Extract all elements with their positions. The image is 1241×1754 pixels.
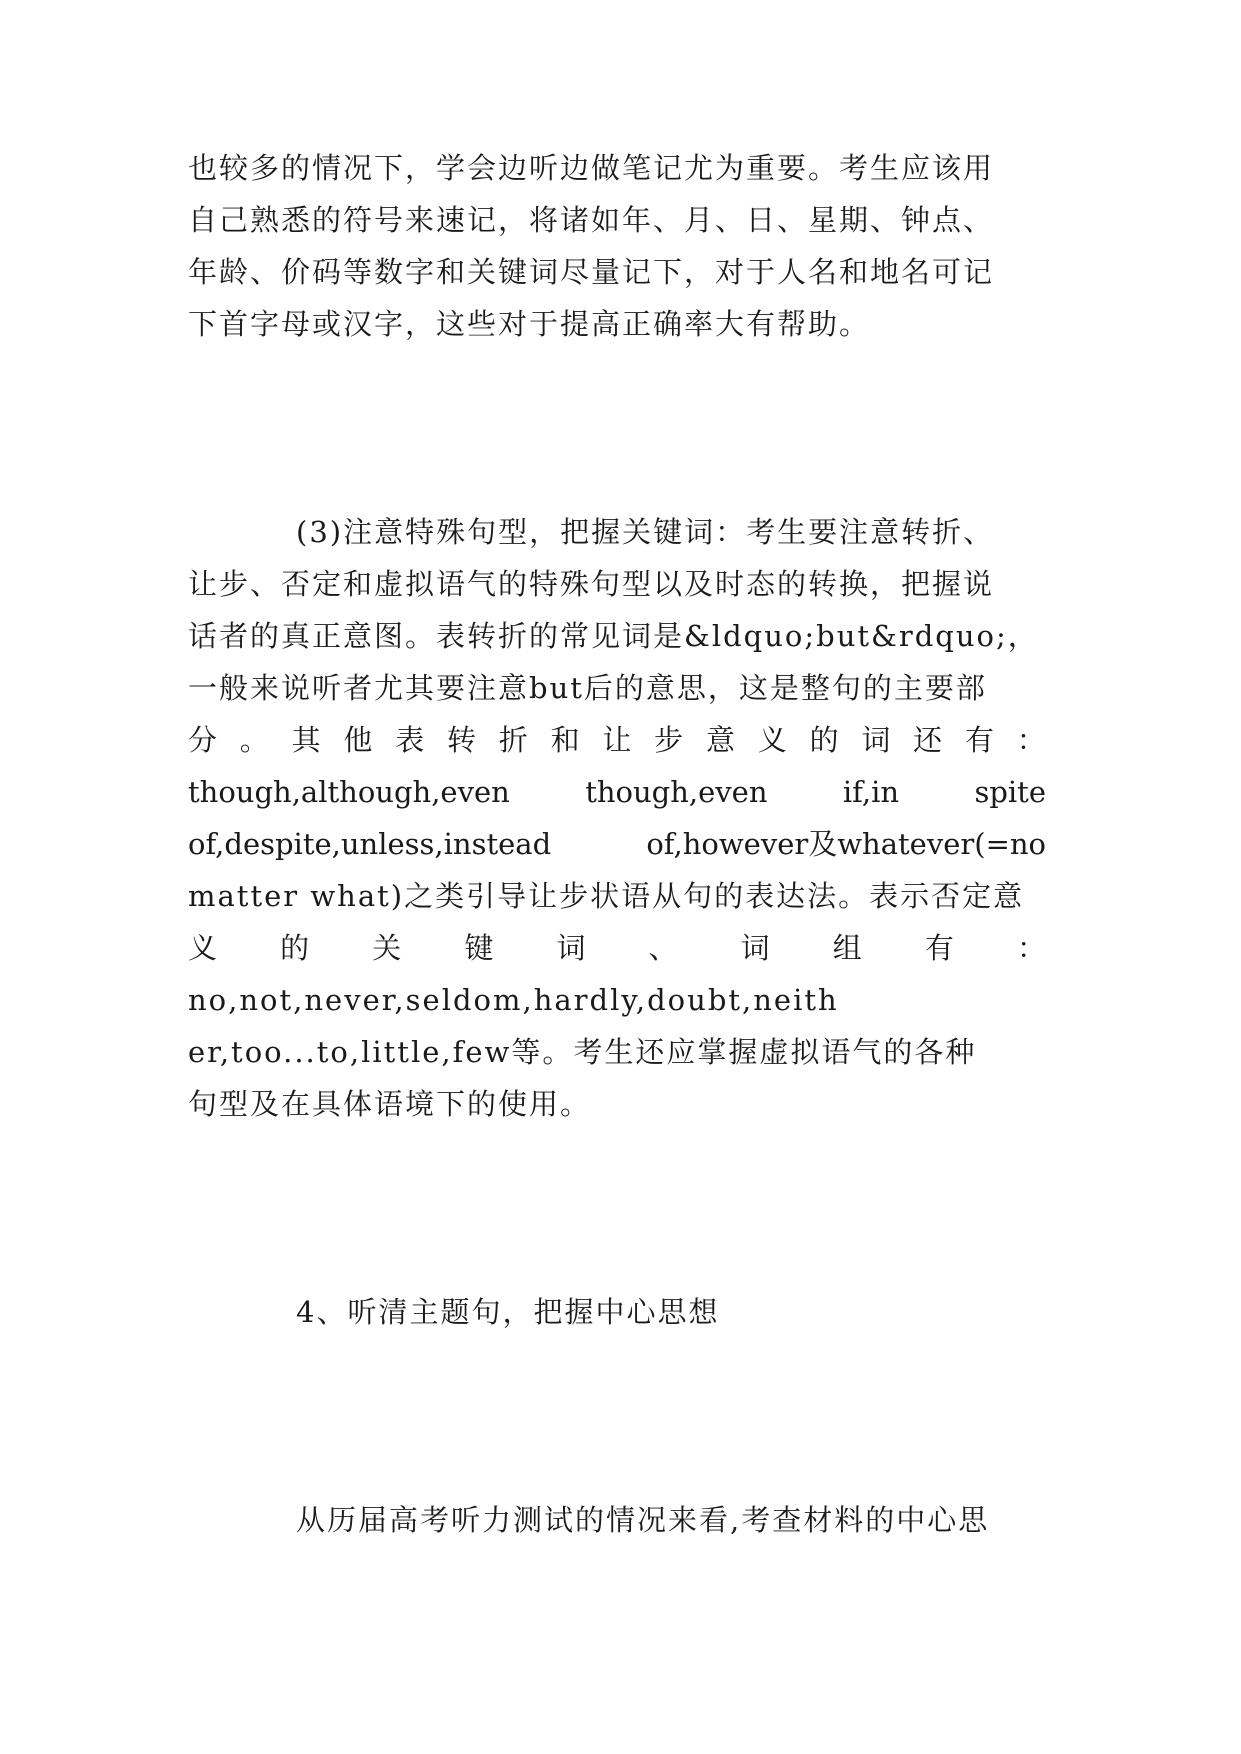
- justified-char: 有: [924, 931, 954, 965]
- p2-line-7: [188, 824, 1046, 864]
- justified-char: 和: [550, 723, 580, 757]
- justified-char: 表: [395, 723, 425, 757]
- justified-char: 词: [861, 723, 891, 757]
- justified-char: 折: [498, 723, 528, 757]
- p2-line-9: [188, 928, 1046, 968]
- p3-line-1: 从历届高考听力测试的情况来看,考查材料的中心思: [296, 1503, 990, 1537]
- justified-char: 词: [556, 931, 586, 965]
- justified-char: 还: [913, 723, 943, 757]
- justified-word: of,despite,unless,instead: [188, 827, 552, 861]
- justified-word: spite: [974, 775, 1046, 809]
- justified-char: 有: [964, 723, 994, 757]
- justified-char: 的: [280, 931, 310, 965]
- p1-line-1: 也较多的情况下，学会边听边做笔记尤为重要。考生应该用: [188, 151, 995, 185]
- p2-line-6: [188, 772, 1046, 812]
- justified-char: 键: [464, 931, 494, 965]
- p1-line-4: 下首字母或汉字，这些对于提高正确率大有帮助。: [188, 307, 871, 341]
- justified-word: though,although,even: [188, 775, 510, 809]
- p2-line-8: matter what)之类引导让步状语从句的表达法。表示否定意: [188, 879, 1025, 913]
- p2-line-11: er,too...to,little,few等。考生还应掌握虚拟语气的各种: [188, 1035, 977, 1069]
- justified-char: 组: [832, 931, 862, 965]
- p2-line-10: no,not,never,seldom,hardly,doubt,neith: [188, 983, 839, 1017]
- justified-char: 意: [705, 723, 735, 757]
- justified-char: 让: [602, 723, 632, 757]
- p2-line-3: 话者的真正意图。表转折的常见词是&ldquo;but&rdquo;，: [188, 619, 1039, 653]
- p2-line-4: 一般来说听者尤其要注意but后的意思，这是整句的主要部: [188, 671, 987, 705]
- section-heading-4: 4、听清主题句，把握中心思想: [296, 1295, 720, 1329]
- p2-line-12: 句型及在具体语境下的使用。: [188, 1087, 592, 1121]
- p2-line-5: [188, 720, 1046, 760]
- justified-char: 关: [372, 931, 402, 965]
- justified-char: 步: [654, 723, 684, 757]
- p1-line-3: 年龄、价码等数字和关键词尽量记下，对于人名和地名可记: [188, 255, 995, 289]
- justified-char: 词: [740, 931, 770, 965]
- p1-line-2: 自己熟悉的符号来速记，将诸如年、月、日、星期、钟点、: [188, 203, 995, 237]
- justified-word: though,even: [585, 775, 768, 809]
- p2-line-1: (3)注意特殊句型，把握关键词：考生要注意转折、: [296, 515, 995, 549]
- p2-line-2: 让步、否定和虚拟语气的特殊句型以及时态的转换，把握说: [188, 567, 995, 601]
- justified-char: 他: [343, 723, 373, 757]
- justified-char: ：: [1016, 931, 1046, 965]
- justified-char: 。: [239, 723, 269, 757]
- justified-char: 义: [757, 723, 787, 757]
- justified-char: 的: [809, 723, 839, 757]
- justified-char: 义: [188, 931, 218, 965]
- justified-word: of,however及whatever(=no: [646, 827, 1046, 861]
- justified-char: 分: [188, 723, 218, 757]
- justified-char: 转: [446, 723, 476, 757]
- justified-word: if,in: [842, 775, 900, 809]
- justified-char: 其: [291, 723, 321, 757]
- justified-char: 、: [648, 931, 678, 965]
- justified-char: ：: [1016, 723, 1046, 757]
